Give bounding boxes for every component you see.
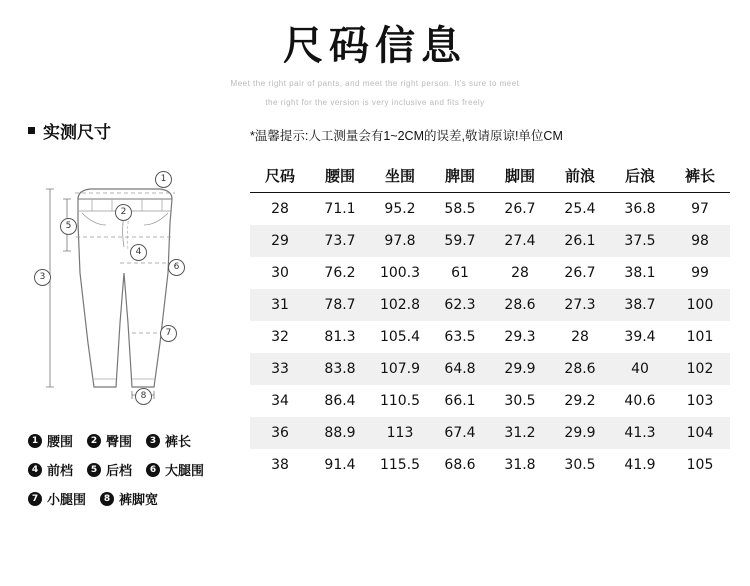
cell-back-rise: 41.9 [624,457,656,473]
cell-leg-opening: 27.4 [504,233,536,249]
legend-number-icon-3: 3 [146,434,160,448]
cell-front-rise: 26.1 [564,233,596,249]
legend-number-icon-7: 7 [28,492,42,506]
legend-row [28,431,243,450]
legend-item-3 [146,431,191,450]
legend-label-8: 裤脚宽 [119,492,159,507]
legend-label-7: 小腿围 [47,492,87,507]
cell-back-rise: 40.6 [624,393,656,409]
size-table [250,158,730,481]
table-row [250,225,730,257]
cell-seat: 95.2 [384,201,416,217]
cell-size: 31 [271,297,289,313]
cell-back-rise: 36.8 [624,201,656,217]
diagram-marker-8: 8 [135,388,152,405]
cell-leg-opening: 26.7 [504,201,536,217]
cell-front-rise: 29.2 [564,393,596,409]
column-header-leg-opening: 脚围 [490,158,550,193]
legend-number-icon-2: 2 [87,434,101,448]
cell-front-rise: 28.6 [564,361,596,377]
cell-leg-opening: 28.6 [504,297,536,313]
column-header-length: 裤长 [670,158,730,193]
table-row [250,353,730,385]
cell-seat: 115.5 [379,457,421,473]
section-heading [28,118,245,143]
cell-hip: 61 [451,265,469,281]
cell-front-rise: 26.7 [564,265,596,281]
diagram-marker-2: 2 [115,204,132,221]
cell-leg-opening: 30.5 [504,393,536,409]
legend-number-icon-8: 8 [100,492,114,506]
table-row [250,289,730,321]
page-header [0,0,750,110]
cell-front-rise: 25.4 [564,201,596,217]
cell-back-rise: 37.5 [624,233,656,249]
cell-leg-opening: 31.8 [504,457,536,473]
diagram-marker-1: 1 [155,171,172,188]
cell-size: 29 [271,233,289,249]
legend-row [28,489,243,508]
legend-item-5 [87,460,132,479]
cell-hip: 67.4 [444,425,476,441]
cell-waist: 73.7 [324,233,356,249]
cell-hip: 58.5 [444,201,476,217]
legend-number-icon-4: 4 [28,463,42,477]
legend-number-icon-1: 1 [28,434,42,448]
cell-length: 102 [686,361,714,377]
table-row [250,193,730,226]
cell-waist: 83.8 [324,361,356,377]
cell-front-rise: 27.3 [564,297,596,313]
legend-label-6: 大腿围 [165,463,205,478]
cell-hip: 68.6 [444,457,476,473]
cell-hip: 66.1 [444,393,476,409]
cell-seat: 102.8 [379,297,421,313]
page-title: 尺码信息 [283,23,467,69]
cell-waist: 81.3 [324,329,356,345]
legend-row [28,460,243,479]
table-row [250,257,730,289]
cell-back-rise: 38.7 [624,297,656,313]
diagram-marker-3: 3 [34,269,51,286]
diagram-legend [28,431,243,508]
square-bullet-icon [28,127,35,134]
table-row [250,449,730,481]
measurement-notice: *温馨提示:人工测量会有1~2CM的误差,敬请原谅!单位CM [250,129,563,143]
cell-seat: 107.9 [379,361,421,377]
legend-item-7 [28,489,86,508]
measurement-diagram-panel [20,118,245,518]
pants-illustration-svg [20,163,245,423]
cell-seat: 97.8 [384,233,416,249]
cell-waist: 78.7 [324,297,356,313]
cell-size: 38 [271,457,289,473]
legend-label-1: 腰围 [47,434,74,449]
cell-size: 30 [271,265,289,281]
cell-size: 33 [271,361,289,377]
column-header-front-rise: 前浪 [550,158,610,193]
cell-size: 34 [271,393,289,409]
cell-front-rise: 28 [571,329,589,345]
cell-leg-opening: 29.9 [504,361,536,377]
cell-back-rise: 39.4 [624,329,656,345]
cell-seat: 113 [386,425,414,441]
legend-item-1 [28,431,73,450]
cell-length: 101 [686,329,714,345]
legend-number-icon-6: 6 [146,463,160,477]
cell-hip: 62.3 [444,297,476,313]
diagram-marker-5: 5 [60,218,77,235]
cell-length: 103 [686,393,714,409]
size-table-panel [250,126,730,481]
cell-size: 36 [271,425,289,441]
table-header-row [250,158,730,193]
cell-hip: 64.8 [444,361,476,377]
legend-label-5: 后档 [106,463,133,478]
column-header-size: 尺码 [250,158,310,193]
legend-label-3: 裤长 [165,434,192,449]
legend-number-icon-5: 5 [87,463,101,477]
cell-hip: 59.7 [444,233,476,249]
cell-length: 100 [686,297,714,313]
cell-length: 97 [691,201,709,217]
cell-front-rise: 29.9 [564,425,596,441]
cell-waist: 86.4 [324,393,356,409]
cell-seat: 110.5 [379,393,421,409]
cell-front-rise: 30.5 [564,457,596,473]
cell-back-rise: 38.1 [624,265,656,281]
cell-leg-opening: 31.2 [504,425,536,441]
cell-length: 99 [691,265,709,281]
table-row [250,321,730,353]
size-table-head [250,158,730,193]
legend-label-2: 臀围 [106,434,133,449]
legend-item-6 [146,460,204,479]
cell-size: 32 [271,329,289,345]
cell-length: 98 [691,233,709,249]
diagram-marker-4: 4 [130,244,147,261]
cell-back-rise: 40 [631,361,649,377]
diagram-marker-6: 6 [168,259,185,276]
table-row [250,417,730,449]
cell-leg-opening: 29.3 [504,329,536,345]
legend-item-4 [28,460,73,479]
cell-seat: 105.4 [379,329,421,345]
cell-hip: 63.5 [444,329,476,345]
page-subtitle-line-2: the right for the version is very inclusive and fits freely [265,98,485,107]
column-header-waist: 腰围 [310,158,370,193]
cell-length: 104 [686,425,714,441]
cell-length: 105 [686,457,714,473]
column-header-hip: 脾围 [430,158,490,193]
cell-seat: 100.3 [379,265,421,281]
cell-waist: 91.4 [324,457,356,473]
cell-leg-opening: 28 [511,265,529,281]
cell-waist: 88.9 [324,425,356,441]
size-table-body [250,193,730,482]
legend-item-8 [100,489,158,508]
cell-back-rise: 41.3 [624,425,656,441]
page-subtitle-line-1: Meet the right pair of pants, and meet the right person. It's sure to meet [230,79,520,88]
cell-waist: 71.1 [324,201,356,217]
legend-item-2 [87,431,132,450]
column-header-back-rise: 后浪 [610,158,670,193]
cell-waist: 76.2 [324,265,356,281]
pants-diagram [20,163,245,423]
section-heading-label: 实测尺寸 [43,123,111,142]
diagram-marker-7: 7 [160,325,177,342]
column-header-seat: 坐围 [370,158,430,193]
legend-label-4: 前档 [47,463,74,478]
table-row [250,385,730,417]
cell-size: 28 [271,201,289,217]
